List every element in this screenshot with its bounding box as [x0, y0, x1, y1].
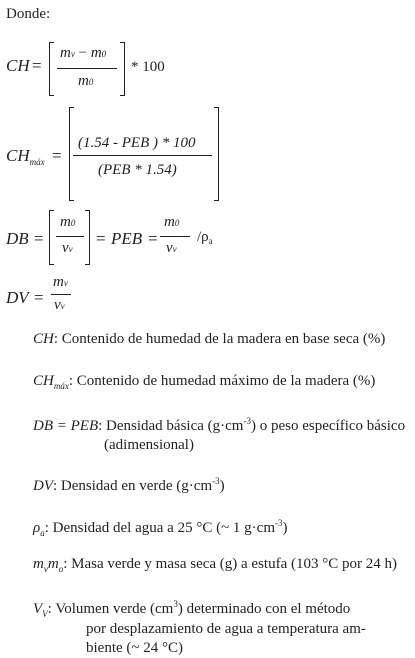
def-rho-text2: ): [282, 520, 288, 536]
def-rho: [33, 514, 288, 539]
eq-ch-fraction-bar: [57, 68, 117, 69]
eq-chmax-lhs-sub: máx: [29, 157, 45, 167]
eq-chmax-fraction-bar: [73, 155, 212, 156]
def-ch-symbol: CH: [33, 331, 54, 347]
eq-ch-equals: =: [32, 56, 42, 75]
eq-chmax-equals: =: [52, 146, 62, 165]
def-chmax-symbol: CH: [33, 373, 54, 389]
eq-ch-num-m: m: [60, 45, 71, 61]
eq-ch-numerator: [60, 45, 106, 62]
eq-dv-fraction-bar: [51, 294, 71, 295]
def-chmax: [33, 372, 375, 392]
def-dv-symbol: DV: [33, 478, 53, 494]
def-dv-sup: -3: [212, 476, 220, 486]
eq-db-num2: [164, 214, 179, 231]
eq-ch-lhs: CH: [6, 56, 30, 75]
def-db-sup: -3: [243, 416, 251, 426]
def-vv-text1: : Volumen verde (cm: [47, 601, 174, 617]
def-m-sub-1: v: [43, 564, 48, 574]
eq-ch-denominator: [78, 73, 93, 90]
eq-ch-times: * 100: [131, 59, 165, 75]
def-db-symbol: DB = PEB: [33, 418, 99, 434]
eq-db-den2-v: v: [166, 240, 173, 256]
eq-chmax-lhs: [6, 146, 45, 166]
def-rho-sub: a: [40, 528, 45, 538]
eq-db-num2-sub: 0: [174, 218, 180, 228]
eq-ch-bracket-right: [120, 42, 125, 96]
def-vv-text4: biente (~ 24 °C): [86, 640, 184, 656]
eq-db-den1-v: ν: [62, 240, 69, 256]
eq-ch-num-sub2: 0: [101, 49, 107, 59]
eq-chmax-numerator: (1.54 - PEB ) * 100: [78, 135, 196, 151]
eq-db-bracket-right: [85, 210, 90, 265]
def-chmax-text: : Contenido de humedad máximo de la madera (%): [68, 373, 376, 389]
def-rho-text1: : Densidad del agua a 25 °C (~ 1 g·cm: [44, 520, 276, 536]
def-vv-text2: ) determinado con el método: [177, 601, 351, 617]
def-ch: [33, 330, 385, 349]
eq-db-bracket-left: [49, 210, 54, 265]
def-vv: [33, 595, 366, 658]
eq-chmax-bracket-left: [69, 107, 74, 201]
eq-chmax-bracket-right: [214, 107, 219, 201]
def-m-text: : Masa verde y masa seca (g) a estufa (103 °C por 24 h): [63, 556, 397, 572]
eq-db-lhs: DB: [6, 229, 29, 248]
eq-dv-lhs: DV: [6, 288, 29, 307]
eq-dv-num-sub: v: [63, 278, 68, 288]
eq-db-rho-text: /ρ: [197, 229, 209, 245]
eq-dv-denominator: [54, 297, 65, 314]
eq-db-fraction-bar-1: [56, 236, 84, 237]
eq-ch-num-sub1: v: [70, 49, 75, 59]
eq-db-equals-1: =: [34, 229, 44, 248]
def-vv-symbol: V: [33, 601, 43, 617]
eq-chmax-denominator: (PEB * 1.54): [98, 162, 177, 178]
def-masses: [33, 555, 397, 575]
eq-db-den2-sub: v: [172, 244, 177, 254]
def-vv-sup: 3: [173, 599, 178, 609]
eq-ch-den-sub: 0: [88, 77, 94, 87]
def-chmax-sub: máx: [53, 381, 69, 391]
def-db-text1: : Densidad básica (g·cm: [98, 418, 244, 434]
eq-db-rho: [197, 229, 213, 246]
eq-db-fraction-bar-2: [160, 236, 190, 237]
def-rho-sup: -3: [275, 518, 283, 528]
eq-db-num1-sub: 0: [70, 218, 76, 228]
def-dv: [33, 472, 225, 496]
def-dv-text1: : Densidad en verde (g·cm: [53, 478, 213, 494]
eq-db-den1: [62, 240, 73, 257]
eq-dv-den-sub: v: [60, 301, 65, 311]
eq-ch-minus: −: [78, 45, 88, 61]
eq-ch-bracket-left: [49, 42, 54, 96]
def-dv-text2: ): [219, 478, 225, 494]
def-db: [33, 412, 405, 455]
eq-db-num1-m: m: [60, 214, 71, 230]
def-db-text2: ) o peso específico básico: [250, 418, 406, 434]
def-m-sub-2: o: [58, 564, 64, 574]
eq-ch-num-m2: m: [90, 45, 102, 61]
def-m-symbol-2: m: [47, 556, 59, 572]
intro-label: Donde:: [6, 6, 51, 22]
def-db-text3: (adimensional): [104, 437, 194, 453]
eq-db-den2: [166, 240, 177, 257]
eq-dv-num-m: m: [53, 274, 64, 290]
eq-db-peb: PEB: [111, 229, 143, 248]
def-ch-text: : Contenido de humedad de la madera en base seca (%): [53, 331, 386, 347]
eq-chmax-lhs-text: CH: [6, 146, 30, 165]
def-vv-sub: V: [42, 609, 48, 619]
eq-db-num2-m: m: [164, 214, 175, 230]
eq-db-equals-2: =: [96, 229, 106, 248]
eq-db-rho-sub: a: [208, 236, 213, 246]
eq-dv-equals: =: [34, 288, 44, 307]
def-rho-symbol: ρ: [33, 520, 41, 536]
eq-ch-den-m: m: [78, 73, 89, 89]
eq-db-den1-sub: ν: [68, 244, 73, 254]
def-m-symbol-1: m: [33, 556, 44, 572]
def-vv-text3: por desplazamiento de agua a temperatura am-: [86, 621, 366, 637]
eq-dv-den-v: v: [54, 297, 61, 313]
eq-db-num1: [60, 214, 75, 231]
eq-dv-numerator: [53, 274, 68, 291]
eq-db-equals-3: =: [148, 229, 158, 248]
